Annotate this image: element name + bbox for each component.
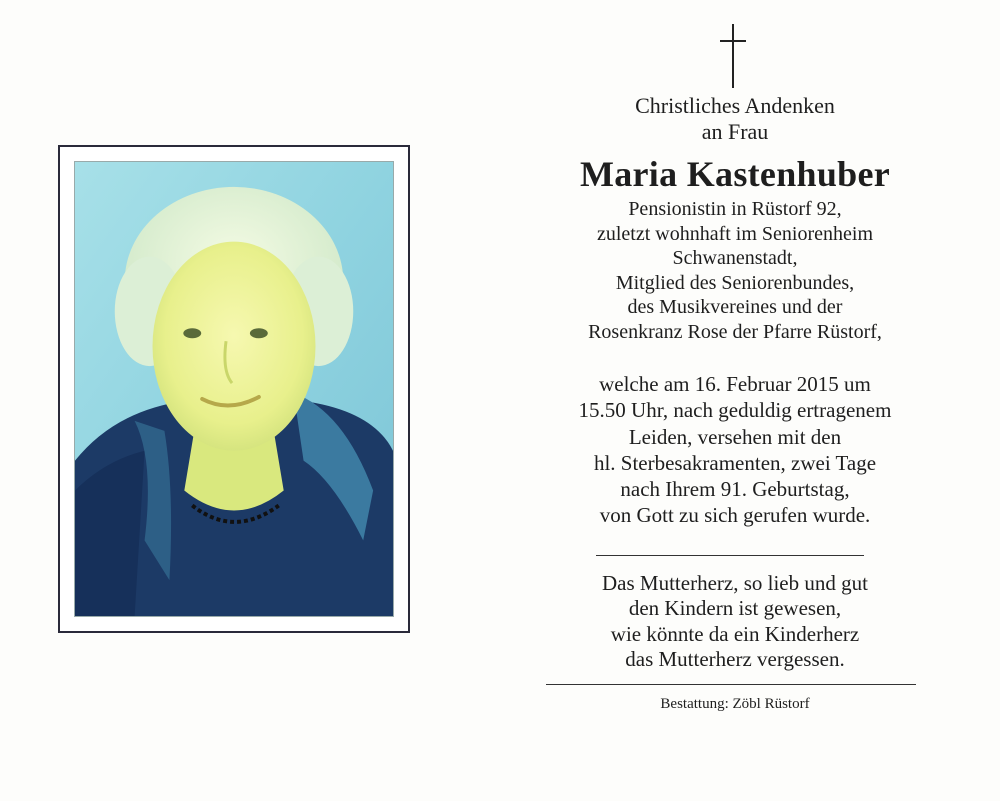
poem-block (540, 571, 930, 673)
death-notice-line: Leiden, versehen mit den (628, 424, 842, 449)
funeral-home: Bestattung: Zöbl Rüstorf (660, 696, 810, 712)
description-line: Rosenkranz Rose der Pfarre Rüstorf, (588, 320, 882, 343)
death-notice-line: von Gott zu sich gerufen wurde. (599, 503, 871, 528)
poem-line: das Mutterherz vergessen. (625, 647, 845, 672)
poem-line: Das Mutterherz, so lieb und gut (602, 571, 868, 595)
photo-frame (58, 145, 410, 633)
poem-line: wie könnte da ein Kinderherz (610, 621, 860, 646)
death-notice-line: welche am 16. Februar 2015 um (599, 372, 871, 396)
description-line: des Musikvereines und der (627, 296, 843, 318)
death-notice-line: 15.50 Uhr, nach geduldig ertragenem (578, 398, 892, 423)
description-block (540, 197, 930, 344)
death-notice-line: hl. Sterbesakramenten, zwei Tage (593, 450, 877, 475)
cross-icon (720, 24, 746, 88)
death-notice-block (540, 371, 930, 529)
description-line: Pensionistin in Rüstorf 92, (628, 198, 842, 220)
divider (596, 555, 864, 556)
description-line: Schwanenstadt, (672, 247, 798, 269)
memorial-text (540, 0, 930, 801)
divider (546, 684, 916, 685)
death-notice-line: nach Ihrem 91. Geburtstag, (620, 477, 850, 502)
portrait-photo (74, 161, 394, 617)
description-line: Mitglied des Seniorenbundes, (615, 271, 855, 294)
description-line: zuletzt wohnhaft im Seniorenheim (596, 222, 874, 245)
heading-line-1: Christliches Andenken (635, 93, 835, 118)
deceased-name: Maria Kastenhuber (579, 154, 891, 194)
heading-line-2: an Frau (701, 119, 769, 144)
poem-line: den Kindern ist gewesen, (628, 596, 842, 621)
